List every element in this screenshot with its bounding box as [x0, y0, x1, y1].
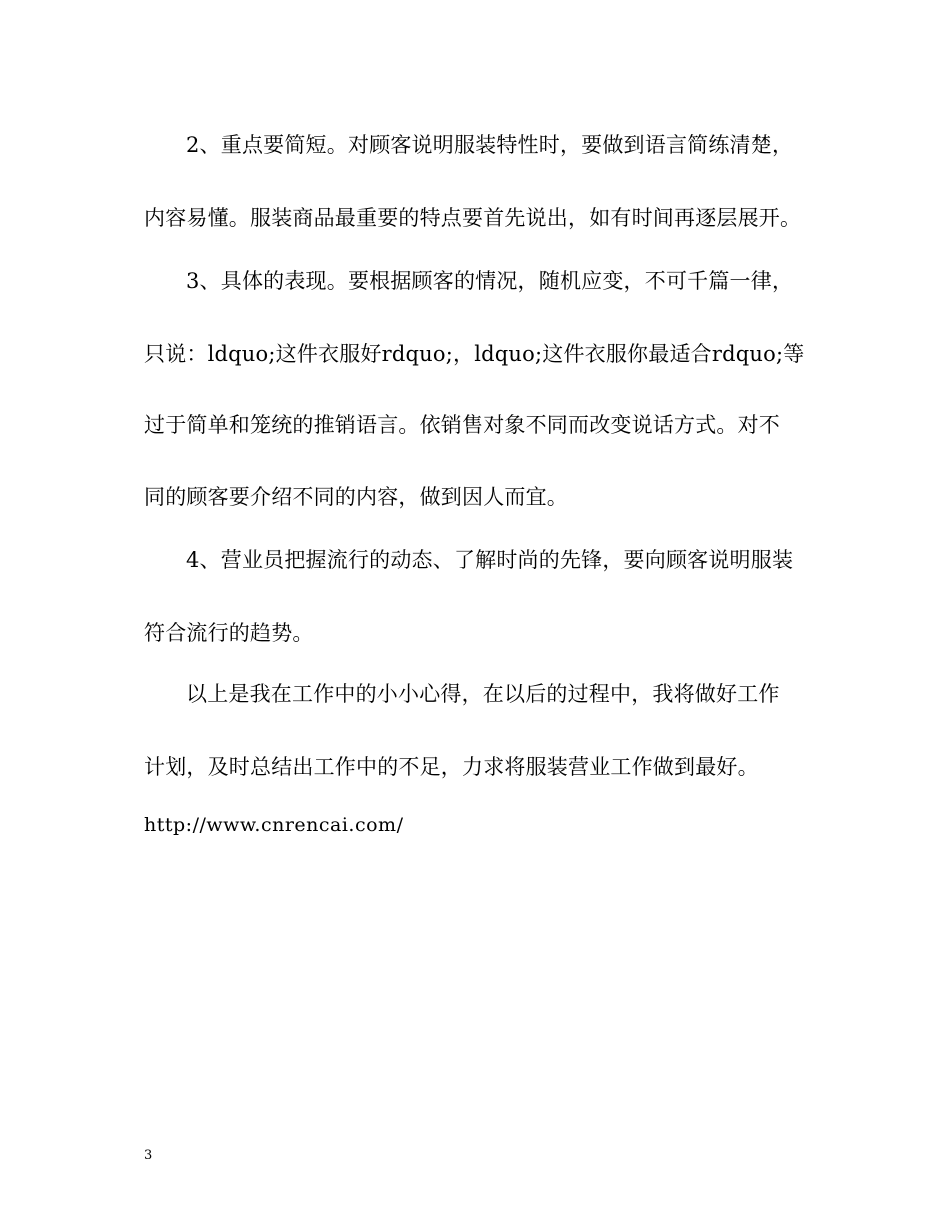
page-number: 3	[144, 1148, 153, 1163]
paragraph-4-line-2: 符合流行的趋势。	[144, 621, 314, 645]
paragraph-5-line-1: 以上是我在工作中的小小心得，在以后的过程中，我将做好工作	[186, 682, 780, 706]
paragraph-4-line-1: 4、营业员把握流行的动态、了解时尚的先锋，要向顾客说明服装	[186, 548, 794, 572]
paragraph-3-line-3: 过于简单和笼统的推销语言。依销售对象不同而改变说话方式。对不	[144, 413, 780, 437]
paragraph-2-line-1: 2、重点要简短。对顾客说明服装特性时，要做到语言简练清楚，	[186, 133, 794, 157]
paragraph-5-line-2: 计划，及时总结出工作中的不足，力求将服装营业工作做到最好。	[144, 755, 759, 779]
paragraph-3-line-2: 只说：ldquo;这件衣服好rdquo;，ldquo;这件衣服你最适合rdquo;等	[144, 342, 805, 366]
source-url: http://www.cnrencai.com/	[144, 814, 404, 836]
paragraph-2-line-2: 内容易懂。服装商品最重要的特点要首先说出，如有时间再逐层展开。	[144, 206, 802, 230]
paragraph-3-line-4: 同的顾客要介绍不同的内容，做到因人而宜。	[144, 485, 568, 509]
paragraph-3-line-1: 3、具体的表现。要根据顾客的情况，随机应变，不可千篇一律，	[186, 269, 794, 293]
